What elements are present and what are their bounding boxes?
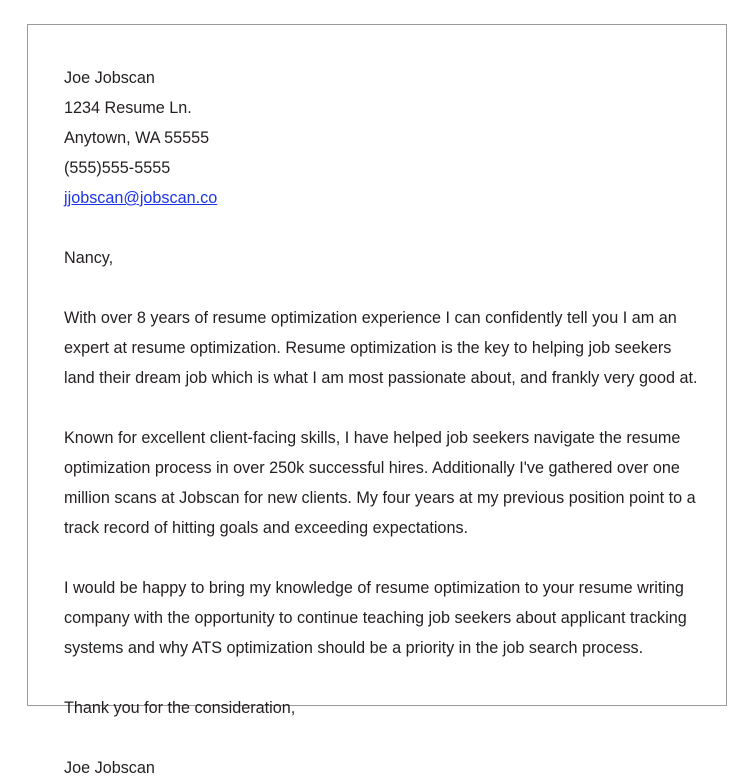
salutation: Nancy, — [64, 249, 114, 267]
signature-name: Joe Jobscan — [64, 759, 155, 777]
sender-name: Joe Jobscan — [64, 69, 155, 87]
letter-paragraph-1: With over 8 years of resume optimization experience I can confidently tell you I am an expert at resume optimization. Resume optimization is the key to helping job seekers land their dream job which is what I am most passionate about, and frankly very good at. — [64, 309, 698, 387]
sender-address-block — [64, 63, 702, 213]
letter-body — [64, 63, 702, 783]
sender-city-state-zip: Anytown, WA 55555 — [64, 129, 210, 147]
closing-line: Thank you for the consideration, — [64, 699, 296, 717]
letter-paragraph-3: I would be happy to bring my knowledge of resume optimization to your resume writing company with the opportunity to continue teaching job seekers about applicant tracking systems and why ATS optimization should be a priority in the job search process. — [64, 579, 687, 657]
sender-email-line — [64, 183, 702, 213]
sender-street: 1234 Resume Ln. — [64, 99, 192, 117]
letter-paragraph-2: Known for excellent client-facing skills, I have helped job seekers navigate the resume optimization process in over 250k successful hires. Additionally I've gathered over one million scans at Jobscan for new clients. My four years at my previous position point to a track record of hitting goals and exceeding expectations. — [64, 429, 696, 537]
letter-sheet — [27, 24, 727, 777]
sender-phone: (555)555-5555 — [64, 159, 171, 177]
sender-email-link[interactable]: jjobscan@jobscan.co — [64, 189, 218, 207]
